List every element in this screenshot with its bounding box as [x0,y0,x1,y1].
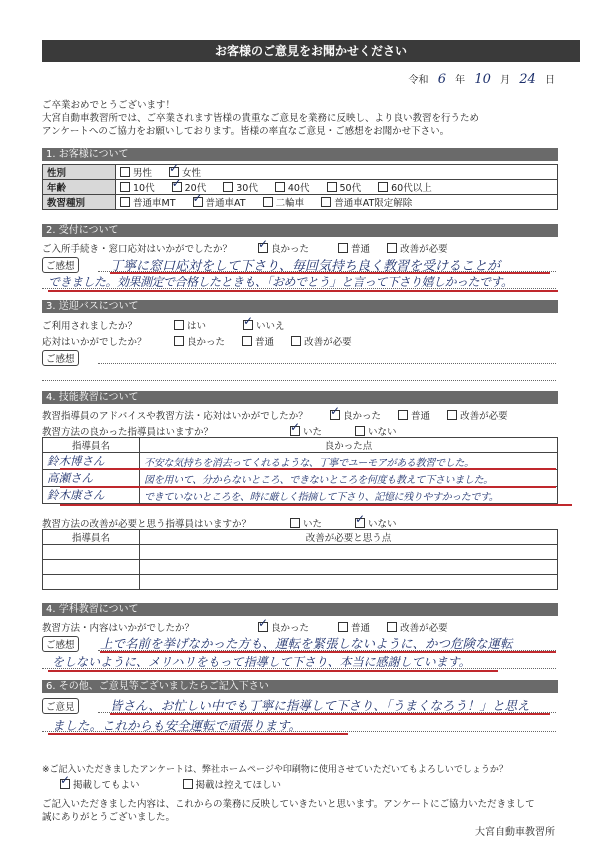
checkbox-checked[interactable] [193,197,203,207]
empty-cell[interactable] [43,545,140,560]
customer-table [42,164,558,210]
option-label: 掲載は控えてほしい [195,780,282,791]
other-comment-line1[interactable]: 皆さん、お忙しい中でも丁寧に指導して下さり、「うまくなろう！」と思え [110,698,530,713]
underline [48,670,498,672]
instructor-good-point[interactable]: できていないところを、時に厳しく指摘して下さり、記憶に残りやすかったです。 [140,487,558,504]
option-label: 30代 [236,183,258,194]
thanks-text [42,798,535,824]
date-era: 令和 [408,75,429,86]
option-label: 普通車AT限定解除 [334,198,413,209]
instructor-good-point[interactable]: 図を用いて、分からないところ、できないところを何度も教えて下さいました。 [140,470,558,487]
option-label: 良かった [343,411,382,422]
table-row [43,487,558,504]
comment-label: ご感想 [42,350,79,366]
option-needs-improvement[interactable] [447,411,508,422]
option-decline[interactable] [183,780,282,791]
instructor-question: 教習指導員のアドバイスや教習方法・応対はいかがでしたか？ [42,411,308,422]
option-label: 改善が必要 [460,411,508,422]
empty-cell[interactable] [43,575,140,590]
option-good[interactable] [258,623,309,634]
option-normal[interactable] [338,623,370,634]
checkbox[interactable] [120,197,130,207]
column-header: 指導員名 [43,438,140,453]
intro-line: ご卒業おめでとうございます！ [42,100,176,111]
date-month-unit: 月 [500,75,511,86]
bad-instructor-table [42,529,558,590]
comment-label: ご感想 [42,636,79,652]
bus-service-question: 応対はいかがでしたか？ [42,337,147,348]
instructor-options [330,408,522,422]
instructor-name[interactable]: 鈴木康さん [43,487,140,504]
checkbox[interactable] [290,518,300,528]
option-label: 普通車AT [205,198,246,209]
checkbox-checked[interactable] [330,410,340,420]
bus-used-question: ご利用されましたか？ [42,321,138,332]
section-classroom: 4. 学科教習について [42,603,558,616]
checkbox[interactable] [183,779,193,789]
checkbox-checked[interactable] [172,182,182,192]
intro-text [42,99,479,138]
table-row [43,470,558,487]
empty-cell[interactable] [140,560,558,575]
checkbox-checked[interactable] [258,243,268,253]
section-driving-lessons: 4. 技能教習について [42,391,558,404]
table-row [43,453,558,470]
checkbox[interactable] [447,410,457,420]
option-label: 改善が必要 [304,337,352,348]
date-month[interactable]: 10 [474,72,491,87]
column-header: 良かった点 [140,438,558,453]
reception-options [258,241,462,255]
instructor-name[interactable]: 高瀬さん [43,470,140,487]
dotted-line [98,363,556,364]
reception-question: ご入所手続き・窓口応対はいかがでしたか？ [42,244,233,255]
section-customer: 1. お客様について [42,148,558,161]
column-header: 指導員名 [43,530,140,545]
option-needs-improvement[interactable] [291,337,352,348]
option-needs-improvement[interactable] [387,623,448,634]
section-bus: 3. 送迎バスについて [42,300,558,313]
good-instructor-options [290,424,411,438]
underline [60,504,572,506]
checkbox[interactable] [242,336,252,346]
classroom-comment-line2[interactable]: をしないように、メリハリをもって指導して下さり、本当に感謝しています。 [52,655,471,669]
option-label: 良かった [271,623,310,634]
checkbox[interactable] [338,622,348,632]
date-field [409,71,556,87]
option-label: 良かった [271,244,310,255]
course-row [43,195,558,210]
table-row [43,545,558,560]
checkbox[interactable] [387,622,397,632]
checkbox-checked[interactable] [258,622,268,632]
table-header [43,438,558,453]
date-year[interactable]: 6 [437,72,446,87]
consent-question: ※ご記入いただきましたアンケートは、弊社ホームページや印刷物に使用させていただいてもよろしいでしょうか？ [42,765,508,775]
course-label: 教習種別 [43,195,116,210]
date-day-unit: 日 [545,75,555,86]
checkbox[interactable] [378,182,388,192]
thanks-line: 誠にありがとうございました。 [42,812,176,823]
option-label: いない [368,519,397,530]
bus-service-options [174,334,366,348]
checkbox[interactable] [174,336,184,346]
classroom-options [258,620,462,634]
option-10s[interactable] [120,183,155,194]
option-50s[interactable] [327,183,362,194]
table-header [43,530,558,545]
option-label: 10代 [133,183,155,194]
good-instructor-question: 教習方法の良かった指導員はいますか？ [42,427,214,438]
empty-cell[interactable] [140,575,558,590]
option-needs-improvement[interactable] [387,244,448,255]
option-60s[interactable] [378,183,432,194]
underline [48,290,558,292]
option-label: 掲載してもよい [73,780,140,791]
option-label: 普通 [351,244,371,255]
age-label: 年齢 [43,180,116,195]
option-label: いた [303,519,323,530]
reception-comment-line1[interactable]: 丁寧に窓口応対をして下さり、毎回気持ち良く教習を受けることが [110,259,501,274]
option-label: 40代 [287,183,310,194]
option-label: 良かった [187,337,226,348]
dotted-line [42,380,556,381]
option-no[interactable] [243,321,285,332]
consent-options [60,777,295,791]
intro-line: 大宮自動車教習所では、ご卒業されます皆様の貴重なご意見を業務に反映し、より良い教習を行うため [42,113,480,124]
checkbox[interactable] [321,197,331,207]
option-at-release[interactable] [321,198,412,209]
option-30s[interactable] [223,183,258,194]
option-label: 改善が必要 [400,623,448,634]
option-label: 50代 [339,183,362,194]
gender-row [43,165,558,180]
checkbox[interactable] [291,336,301,346]
checkbox[interactable] [120,167,130,177]
checkbox[interactable] [387,243,397,253]
gender-options [116,165,558,180]
option-yes[interactable] [174,321,206,332]
option-normal[interactable] [242,337,274,348]
option-male[interactable] [120,168,152,179]
checkbox[interactable] [120,182,130,192]
option-label: いない [368,427,397,438]
option-label: 60代以上 [391,183,432,194]
checkbox-checked[interactable] [290,426,300,436]
checkbox-checked[interactable] [243,320,253,330]
school-signature: 大宮自動車教習所 [475,827,555,838]
checkbox[interactable] [327,182,337,192]
option-at[interactable] [193,198,246,209]
option-normal[interactable] [338,244,370,255]
option-good[interactable] [174,337,225,348]
intro-line: アンケートへのご協力をお願いしております。皆様の率直なご意見・ご感想をお聞かせ下さい。 [42,126,450,137]
checkbox[interactable] [398,410,408,420]
option-40s[interactable] [275,183,310,194]
option-label: 普通 [351,623,371,634]
option-label: 普通車MT [133,198,176,209]
section-other: 6. その他、ご意見等ございましたらご記入下さい [42,680,558,693]
classroom-question: 教習方法・内容はいかがでしたか？ [42,623,195,634]
underline [60,486,556,488]
option-mt[interactable] [120,198,176,209]
section-reception: 2. 受付について [42,224,558,237]
option-label: 女性 [182,168,202,179]
comment-label: ご意見 [42,698,79,714]
option-motorcycle[interactable] [263,198,305,209]
option-good[interactable] [330,411,381,422]
date-day[interactable]: 24 [519,72,536,87]
good-instructor-table [42,437,558,504]
option-label: 二輪車 [275,198,305,209]
checkbox[interactable] [263,197,273,207]
classroom-comment-line1[interactable]: 上で名前を挙げなかった方も、運転を緊張しないように、かつ危険な運転 [100,636,513,651]
reception-comment-line2[interactable]: できました。効果測定で合格したときも、「おめでとう」と言って下さり嬉しかったです。 [48,275,513,289]
comment-label: ご感想 [42,257,79,273]
checkbox[interactable] [223,182,233,192]
option-label: 普通 [255,337,275,348]
bad-instructor-question: 教習方法の改善が必要と思う指導員はいますか？ [42,519,252,530]
option-normal[interactable] [398,411,430,422]
option-label: 男性 [133,168,153,179]
option-label: いた [303,427,323,438]
checkbox[interactable] [355,426,365,436]
underline [60,468,556,470]
option-label: 改善が必要 [400,244,448,255]
instructor-name[interactable]: 鈴木博さん [43,453,140,470]
course-options [116,195,558,210]
checkbox[interactable] [174,320,184,330]
checkbox[interactable] [275,182,285,192]
thanks-line: ご記入いただきました内容は、これからの業務に反映していきたいと思います。アンケートにご協力いただきまして [42,799,535,810]
option-label: 普通 [411,411,431,422]
option-label: いいえ [256,321,285,332]
option-label: はい [187,321,207,332]
empty-cell[interactable] [43,560,140,575]
checkbox[interactable] [338,243,348,253]
gender-label: 性別 [43,165,116,180]
option-allow[interactable] [60,780,140,791]
page-title: お客様のご意見をお聞かせください [42,40,580,62]
table-row [43,575,558,590]
option-good[interactable] [258,244,309,255]
checkbox-checked[interactable] [355,518,365,528]
age-row [43,180,558,195]
age-options [116,180,558,195]
bad-instructor-options [290,516,411,530]
table-row [43,560,558,575]
bus-used-options [174,318,299,332]
option-label: 20代 [184,183,207,194]
instructor-good-point[interactable]: 不安な気持ちを消去ってくれるような、丁寧でユーモアがある教習でした。 [140,453,558,470]
date-year-unit: 年 [455,75,466,86]
checkbox-checked[interactable] [60,779,70,789]
empty-cell[interactable] [140,545,558,560]
other-comment-line2[interactable]: ました。これからも安全運転で頑張ります。 [52,718,302,733]
column-header: 改善が必要と思う点 [140,530,558,545]
